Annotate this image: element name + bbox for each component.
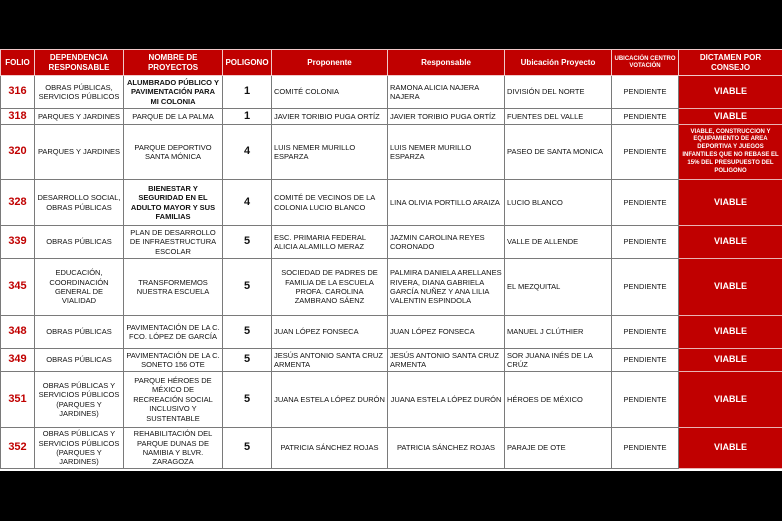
dictamen-cell: VIABLE: [679, 226, 782, 259]
ubicacion-cell: SOR JUANA INÉS DE LA CRÚZ: [505, 349, 612, 372]
nombre-cell: ALUMBRADO PÚBLICO Y PAVIMENTACIÓN PARA MI COLONIA: [124, 76, 223, 109]
dependencia-cell: OBRAS PÚBLICAS: [35, 226, 124, 259]
ubicacion-cell: DIVISIÓN DEL NORTE: [505, 76, 612, 109]
dependencia-cell: OBRAS PÚBLICAS: [35, 349, 124, 372]
table-row: [1, 109, 782, 125]
poligono-cell: 4: [223, 125, 272, 180]
projects-table: [0, 49, 782, 469]
ubicacion-cell: PASEO DE SANTA MONICA: [505, 125, 612, 180]
responsable-cell: JESÚS ANTONIO SANTA CRUZ ARMENTA: [388, 349, 505, 372]
table-header-row: [1, 50, 782, 76]
header-centro-votacion: UBICACIÓN CENTRO VOTACIÓN: [612, 50, 679, 76]
proponente-cell: COMITÉ DE VECINOS DE LA COLONIA LUCIO BLANCO: [272, 180, 388, 226]
proponente-cell: JUANA ESTELA LÓPEZ DURÓN: [272, 372, 388, 428]
ubicacion-cell: LUCIO BLANCO: [505, 180, 612, 226]
proponente-cell: ESC. PRIMARIA FEDERAL ALICIA ALAMILLO MERAZ: [272, 226, 388, 259]
folio-cell: 345: [1, 259, 35, 316]
folio-cell: 352: [1, 428, 35, 469]
ubicacion-cell: HÉROES DE MÉXICO: [505, 372, 612, 428]
table-row: [1, 125, 782, 180]
dictamen-cell: VIABLE: [679, 259, 782, 316]
header-proponente: Proponente: [272, 50, 388, 76]
folio-cell: 351: [1, 372, 35, 428]
poligono-cell: 5: [223, 428, 272, 469]
folio-cell: 348: [1, 316, 35, 349]
dependencia-cell: EDUCACIÓN, COORDINACIÓN GENERAL DE VIALIDAD: [35, 259, 124, 316]
folio-cell: 318: [1, 109, 35, 125]
poligono-cell: 1: [223, 109, 272, 125]
responsable-cell: LINA OLIVIA PORTILLO ARAIZA: [388, 180, 505, 226]
header-responsable: Responsable: [388, 50, 505, 76]
table-row: [1, 428, 782, 469]
poligono-cell: 4: [223, 180, 272, 226]
proponente-cell: JUAN LÓPEZ FONSECA: [272, 316, 388, 349]
responsable-cell: RAMONA ALICIA NAJERA NAJERA: [388, 76, 505, 109]
centro-votacion-cell: PENDIENTE: [612, 76, 679, 109]
header-nombre: NOMBRE DE PROYECTOS: [124, 50, 223, 76]
nombre-cell: REHABILITACIÓN DEL PARQUE DUNAS DE NAMIBIA Y BLVR. ZARAGOZA: [124, 428, 223, 469]
centro-votacion-cell: PENDIENTE: [612, 226, 679, 259]
centro-votacion-cell: PENDIENTE: [612, 125, 679, 180]
responsable-cell: JAZMIN CAROLINA REYES CORONADO: [388, 226, 505, 259]
poligono-cell: 5: [223, 259, 272, 316]
dependencia-cell: OBRAS PÚBLICAS, SERVICIOS PÚBLICOS: [35, 76, 124, 109]
folio-cell: 316: [1, 76, 35, 109]
poligono-cell: 5: [223, 372, 272, 428]
poligono-cell: 5: [223, 349, 272, 372]
responsable-cell: JUANA ESTELA LÓPEZ DURÓN: [388, 372, 505, 428]
nombre-cell: PAVIMENTACIÓN DE LA C. FCO. LÓPEZ DE GARCÍA: [124, 316, 223, 349]
centro-votacion-cell: PENDIENTE: [612, 372, 679, 428]
folio-cell: 339: [1, 226, 35, 259]
nombre-cell: PARQUE HÉROES DE MÉXICO DE RECREACIÓN SOCIAL INCLUSIVO Y SUSTENTABLE: [124, 372, 223, 428]
poligono-cell: 5: [223, 316, 272, 349]
nombre-cell: PLAN DE DESARROLLO DE INFRAESTRUCTURA ESCOLAR: [124, 226, 223, 259]
ubicacion-cell: VALLE DE ALLENDE: [505, 226, 612, 259]
folio-cell: 349: [1, 349, 35, 372]
table-row: [1, 180, 782, 226]
poligono-cell: 1: [223, 76, 272, 109]
nombre-cell: TRANSFORMEMOS NUESTRA ESCUELA: [124, 259, 223, 316]
proponente-cell: SOCIEDAD DE PADRES DE FAMILIA DE LA ESCUELA PROFA. CAROLINA ZAMBRANO SÁENZ: [272, 259, 388, 316]
proponente-cell: JAVIER TORIBIO PUGA ORTÍZ: [272, 109, 388, 125]
centro-votacion-cell: PENDIENTE: [612, 259, 679, 316]
table-body: [1, 76, 782, 469]
dependencia-cell: PARQUES Y JARDINES: [35, 125, 124, 180]
ubicacion-cell: PARAJE DE OTE: [505, 428, 612, 469]
nombre-cell: PARQUE DEPORTIVO SANTA MÓNICA: [124, 125, 223, 180]
dictamen-cell: VIABLE: [679, 180, 782, 226]
responsable-cell: JAVIER TORIBIO PUGA ORTÍZ: [388, 109, 505, 125]
header-folio: FOLIO: [1, 50, 35, 76]
responsable-cell: PALMIRA DANIELA ARELLANES RIVERA, DIANA GABRIELA GARCÍA NUÑEZ Y ANA LILIA VALENTIN ESPINDOLA: [388, 259, 505, 316]
folio-cell: 328: [1, 180, 35, 226]
dictamen-cell: VIABLE: [679, 76, 782, 109]
responsable-cell: JUAN LÓPEZ FONSECA: [388, 316, 505, 349]
header-poligono: POLIGONO: [223, 50, 272, 76]
dependencia-cell: OBRAS PÚBLICAS Y SERVICIOS PÚBLICOS (PARQUES Y JARDINES): [35, 372, 124, 428]
dictamen-note: VIABLE, CONSTRUCCION Y EQUIPAMIENTO DE AREA DEPORTIVA Y JUEGOS INFANTILES QUE NO REBASE EL 15% DEL PRESUPUESTO DEL POLIGONO: [682, 128, 779, 174]
proponente-cell: LUIS NEMER MURILLO ESPARZA: [272, 125, 388, 180]
dictamen-cell: VIABLE: [679, 372, 782, 428]
header-dictamen: DICTAMEN POR CONSEJO: [679, 50, 782, 76]
table-row: [1, 76, 782, 109]
nombre-cell: PARQUE DE LA PALMA: [124, 109, 223, 125]
nombre-cell: BIENESTAR Y SEGURIDAD EN EL ADULTO MAYOR Y SUS FAMILIAS: [124, 180, 223, 226]
table-row: [1, 226, 782, 259]
dependencia-cell: OBRAS PÚBLICAS: [35, 316, 124, 349]
proponente-cell: COMITÉ COLONIA: [272, 76, 388, 109]
dictamen-cell: VIABLE: [679, 428, 782, 469]
centro-votacion-cell: PENDIENTE: [612, 428, 679, 469]
centro-votacion-cell: PENDIENTE: [612, 316, 679, 349]
centro-votacion-cell: PENDIENTE: [612, 180, 679, 226]
dictamen-cell: VIABLE: [679, 349, 782, 372]
centro-votacion-cell: PENDIENTE: [612, 349, 679, 372]
table-row: [1, 316, 782, 349]
table-row: [1, 349, 782, 372]
dependencia-cell: OBRAS PÚBLICAS Y SERVICIOS PÚBLICOS (PARQUES Y JARDINES): [35, 428, 124, 469]
header-dependencia: DEPENDENCIA RESPONSABLE: [35, 50, 124, 76]
nombre-cell: PAVIMENTACIÓN DE LA C. SONETO 156 OTE: [124, 349, 223, 372]
poligono-cell: 5: [223, 226, 272, 259]
proponente-cell: JESÚS ANTONIO SANTA CRUZ ARMENTA: [272, 349, 388, 372]
header-ubicacion: Ubicación Proyecto: [505, 50, 612, 76]
ubicacion-cell: FUENTES DEL VALLE: [505, 109, 612, 125]
dictamen-cell: VIABLE: [679, 316, 782, 349]
table-row: [1, 372, 782, 428]
table-row: [1, 259, 782, 316]
dependencia-cell: PARQUES Y JARDINES: [35, 109, 124, 125]
proponente-cell: PATRICIA SÁNCHEZ ROJAS: [272, 428, 388, 469]
dictamen-cell: [679, 125, 782, 180]
dictamen-cell: VIABLE: [679, 109, 782, 125]
responsable-cell: LUIS NEMER MURILLO ESPARZA: [388, 125, 505, 180]
ubicacion-cell: MANUEL J CLÚTHIER: [505, 316, 612, 349]
spreadsheet: [0, 49, 782, 471]
folio-cell: 320: [1, 125, 35, 180]
responsable-cell: PATRICIA SÁNCHEZ ROJAS: [388, 428, 505, 469]
centro-votacion-cell: PENDIENTE: [612, 109, 679, 125]
ubicacion-cell: EL MEZQUITAL: [505, 259, 612, 316]
dependencia-cell: DESARROLLO SOCIAL, OBRAS PÚBLICAS: [35, 180, 124, 226]
